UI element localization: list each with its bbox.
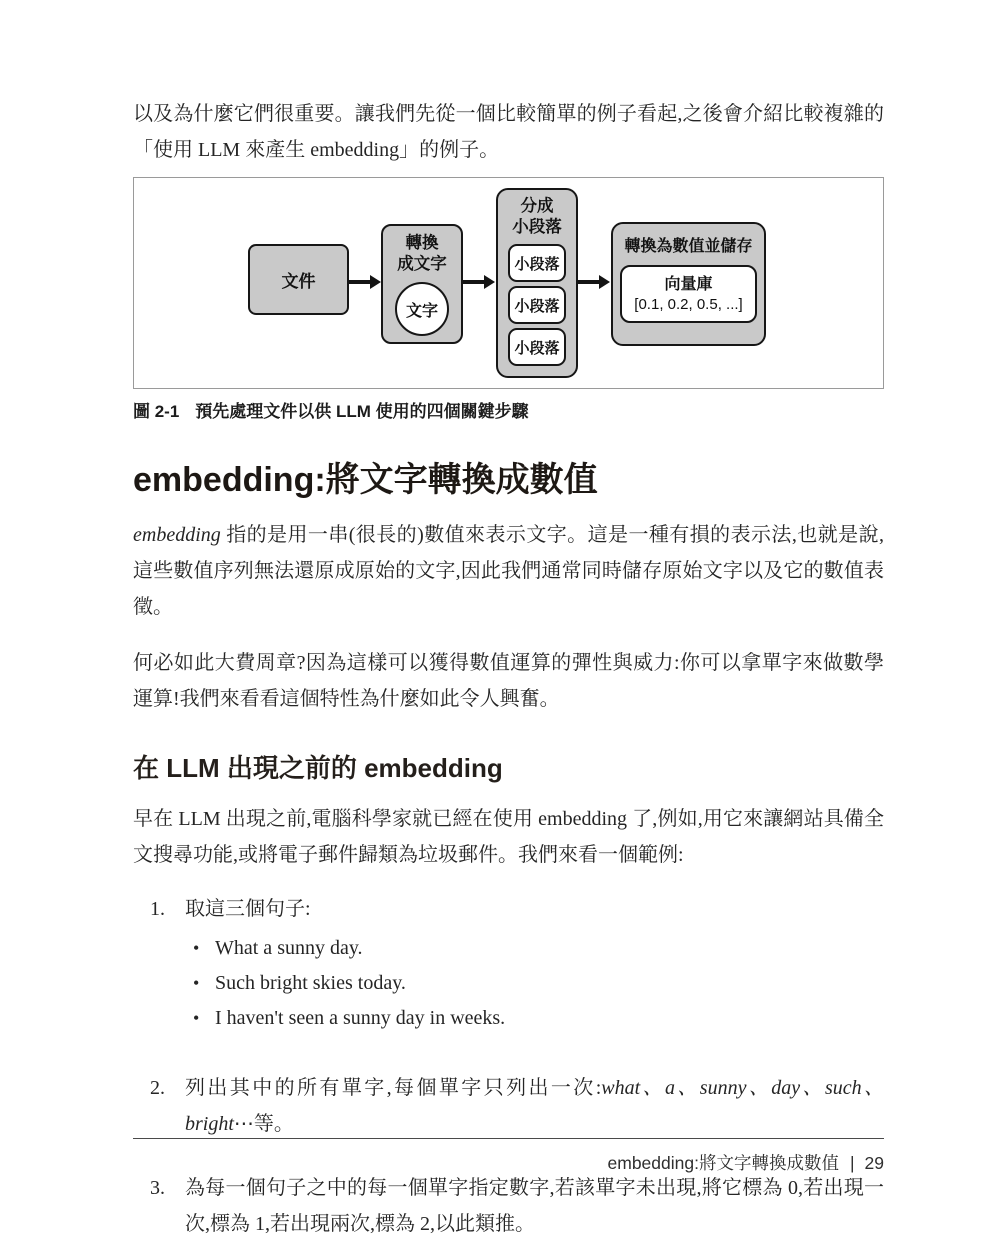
vector-db-box xyxy=(620,265,757,323)
bullet-glyph: • xyxy=(193,973,200,993)
paragraph-embedding-definition xyxy=(133,517,884,625)
bullet-list xyxy=(185,937,884,1030)
page-number: 29 xyxy=(864,1153,884,1173)
numbered-list xyxy=(133,891,884,1242)
arrow-shaft xyxy=(349,280,370,284)
convert-node-title xyxy=(383,233,461,275)
flow-arrow-1 xyxy=(349,274,381,290)
split-node-title xyxy=(498,196,576,238)
subsection-title: 在 LLM 出現之前的 embedding xyxy=(133,753,503,783)
list-item-body xyxy=(185,1070,884,1142)
figure-2-1-frame xyxy=(133,177,884,389)
footer-text xyxy=(133,1151,884,1175)
bullet-sentence: Such bright skies today. xyxy=(215,972,406,994)
arrow-shaft xyxy=(578,280,599,284)
bullet-sentence: I haven't seen a sunny day in weeks. xyxy=(215,1007,506,1029)
list-item-1 xyxy=(133,891,884,1042)
footer-divider xyxy=(133,1138,884,1139)
doc-node-label: 文件 xyxy=(281,272,316,291)
list-item-number: 1. xyxy=(150,898,165,920)
bullet-glyph: • xyxy=(193,938,200,958)
word-list-italic: what、a、sunny、day、such、bright xyxy=(185,1077,885,1135)
running-title: embedding:將文字轉換成數值 xyxy=(607,1153,839,1173)
store-vectors-node xyxy=(611,222,766,346)
bullet-item xyxy=(185,937,884,960)
store-node-title: 轉換為數值並儲存 xyxy=(624,238,753,255)
paragraph-text: 指的是用一串(很長的)數值來表示文字。這是一種有損的表示法,也就是說,這些數值序列無法還原成原始的文字,因此我們通常同時儲存原始文字以及它的數值表徵。 xyxy=(133,524,884,618)
list-item-text: 列出其中的所有單字,每個單字只列出一次: xyxy=(185,1077,602,1099)
bullet-sentence: What a sunny day. xyxy=(215,937,363,959)
bullet-glyph: • xyxy=(193,1008,200,1028)
arrow-head-icon xyxy=(484,275,495,289)
list-item-number: 2. xyxy=(150,1077,165,1099)
flow-arrow-3 xyxy=(578,274,610,290)
convert-title-line2: 成文字 xyxy=(397,255,447,273)
paragraph-why-bother: 何必如此大費周章?因為這樣可以獲得數值運算的彈性與威力:你可以拿單字來做數學運算!我們來看看這個特性為什麼如此令人興奮。 xyxy=(133,652,884,710)
convert-to-text-node xyxy=(381,224,463,344)
list-item-text: ⋯等。 xyxy=(233,1113,294,1135)
section-title: embedding:將文字轉換成數值 xyxy=(133,461,598,499)
figure-caption-label: 圖 2-1 xyxy=(133,402,180,421)
vector-db-values: [0.1, 0.2, 0.5, ...] xyxy=(634,295,743,313)
page-content xyxy=(133,0,884,1242)
list-item-3 xyxy=(133,1170,884,1242)
arrow-head-icon xyxy=(599,275,610,289)
arrow-shaft xyxy=(463,280,484,284)
figure-caption xyxy=(133,401,884,423)
list-item-2 xyxy=(133,1070,884,1142)
vector-db-title: 向量庫 xyxy=(664,275,713,293)
split-chunks-node xyxy=(496,188,578,378)
convert-title-line1: 轉換 xyxy=(405,234,439,252)
chunk-box: 小段落 xyxy=(508,286,566,324)
text-circle-label: 文字 xyxy=(405,302,438,320)
split-title-line1: 分成 xyxy=(520,197,554,215)
list-item-body xyxy=(185,1170,884,1242)
list-item-body xyxy=(185,891,884,1042)
bullet-item xyxy=(185,972,884,995)
bullet-item xyxy=(185,1007,884,1030)
figure-caption-text: 預先處理文件以供 LLM 使用的四個關鍵步驟 xyxy=(195,402,529,421)
chunk-box: 小段落 xyxy=(508,244,566,282)
split-title-line2: 小段落 xyxy=(512,218,562,236)
intro-paragraph: 以及為什麼它們很重要。讓我們先從一個比較簡單的例子看起,之後會介紹比較複雜的「使用 LLM 來產生 embedding」的例子。 xyxy=(133,103,884,161)
arrow-head-icon xyxy=(370,275,381,289)
chunk-box: 小段落 xyxy=(508,328,566,366)
embedding-term-italic: embedding xyxy=(133,524,221,546)
doc-node xyxy=(248,244,349,315)
footer-separator: | xyxy=(849,1153,855,1173)
page-footer xyxy=(133,1138,884,1175)
flow-arrow-2 xyxy=(463,274,495,290)
paragraph-before-llm: 早在 LLM 出現之前,電腦科學家就已經在使用 embedding 了,例如,用它來讓網站具備全文搜尋功能,或將電子郵件歸類為垃圾郵件。我們來看一個範例: xyxy=(133,808,884,866)
list-item-text: 為每一個句子之中的每一個單字指定數字,若該單字未出現,將它標為 0,若出現一次,標為 1,若出現兩次,標為 2,以此類推。 xyxy=(185,1177,884,1235)
text-circle xyxy=(395,282,449,336)
list-item-number: 3. xyxy=(150,1177,165,1199)
list-item-text: 取這三個句子: xyxy=(185,898,311,920)
